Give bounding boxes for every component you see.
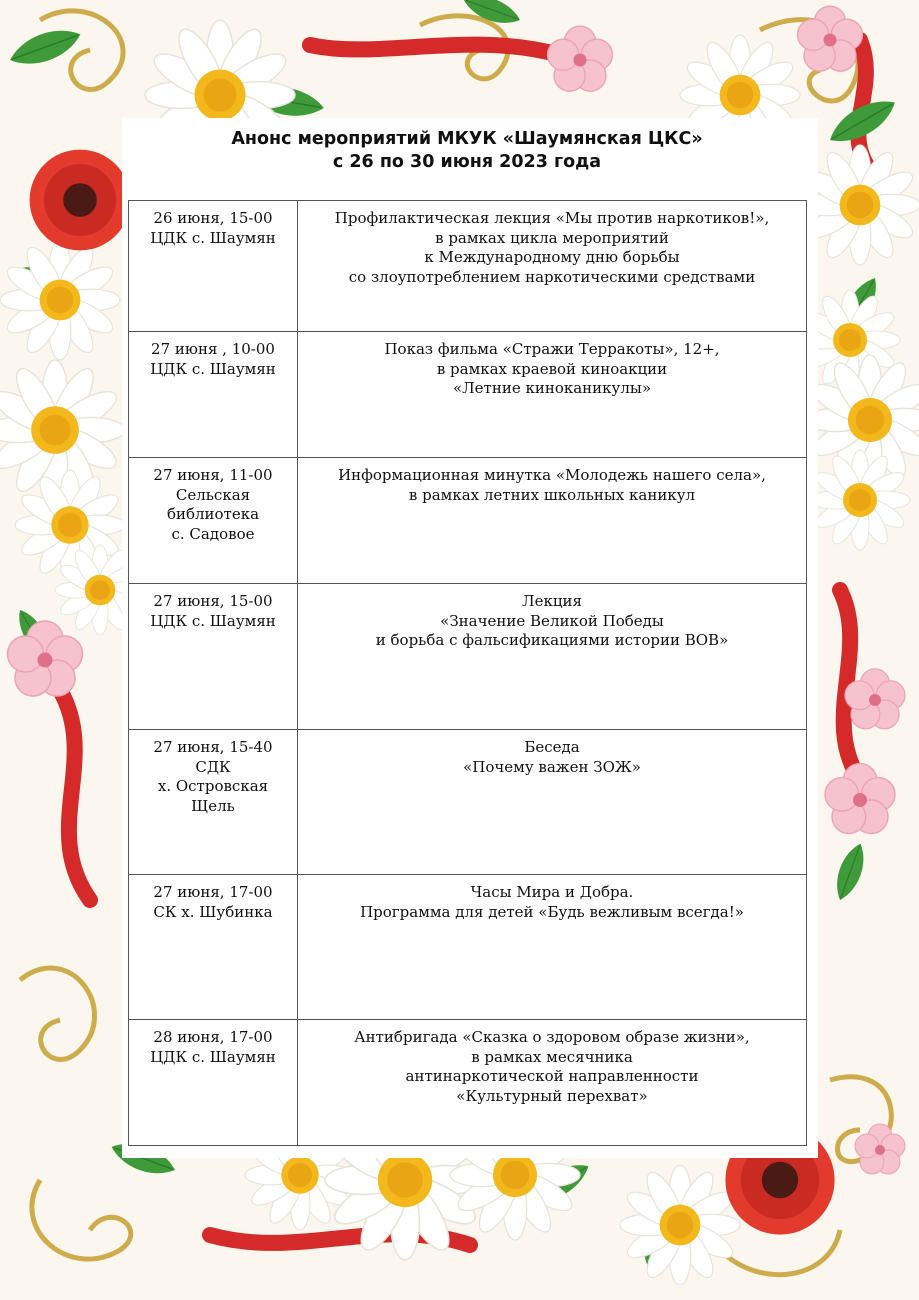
description-line: Показ фильма «Стражи Терракоты», 12+, [384,340,720,358]
place-line: Щель [191,796,235,815]
place-line: с. Садовое [171,524,255,543]
description-line: в рамках месячника [471,1047,633,1066]
date-line: 27 июня, 11-00 [153,466,273,484]
place-line: ЦДК с. Шаумян [150,228,276,247]
description-line: Информационная минутка «Молодежь нашего села», [338,466,766,484]
date-line: 27 июня, 15-40 [153,738,273,756]
description-line: к Международному дню борьбы [424,248,680,266]
description-line: Беседа [524,738,580,756]
event-description [298,1020,807,1146]
event-description [298,875,807,1020]
event-description [298,458,807,584]
event-description [298,332,807,458]
events-table [128,200,807,1146]
date-line: 27 июня, 17-00 [153,883,273,901]
date-line: 27 июня, 15-00 [153,592,273,610]
date-line: 28 июня, 17-00 [153,1028,273,1046]
description-line: «Значение Великой Победы [440,611,664,630]
description-line: Часы Мира и Добра. [470,883,634,901]
description-line: Профилактическая лекция «Мы против наркотиков!», [334,209,770,227]
description-line: «Почему важен ЗОЖ» [463,757,641,776]
description-line: со злоупотреблением наркотическими средствами [348,267,756,286]
event-description [298,201,807,332]
place-line: ЦДК с. Шаумян [150,611,276,630]
place-line: ЦДК с. Шаумян [150,359,276,378]
table-row [129,458,807,584]
place-line: Сельская [175,485,251,504]
table-row [129,201,807,332]
announcement-title [128,128,806,188]
place-line: СДК [195,757,231,776]
description-line: антинаркотической направленности [405,1067,699,1085]
table-row [129,875,807,1020]
description-line: в рамках цикла мероприятий [435,228,669,247]
event-date-place [129,332,298,458]
event-description [298,584,807,730]
event-description [298,730,807,875]
table-row [129,1020,807,1146]
date-line: 26 июня, 15-00 [153,209,273,227]
table-row [129,584,807,730]
event-date-place [129,875,298,1020]
place-line: СК х. Шубинка [153,902,273,921]
event-date-place [129,458,298,584]
event-date-place [129,584,298,730]
event-date-place [129,1020,298,1146]
description-line: «Летние киноканикулы» [452,379,652,397]
table-row [129,730,807,875]
description-line: в рамках краевой киноакции [436,359,668,378]
title-line-2: с 26 по 30 июня 2023 года [332,152,602,172]
table-row [129,332,807,458]
place-line: ЦДК с. Шаумян [150,1047,276,1066]
description-line: Антибригада «Сказка о здоровом образе жизни», [354,1028,750,1046]
description-line: и борьба с фальсификациями истории ВОВ» [375,631,729,649]
description-line: «Культурный перехват» [456,1086,648,1105]
date-line: 27 июня , 10-00 [151,340,275,358]
place-line: х. Островская [157,777,269,795]
place-line: библиотека [166,505,260,523]
description-line: Лекция [522,592,582,610]
description-line: Программа для детей «Будь вежливым всегда!» [360,902,744,921]
title-line-1: Анонс мероприятий МКУК «Шаумянская ЦКС» [231,129,703,149]
event-date-place [129,201,298,332]
event-date-place [129,730,298,875]
description-line: в рамках летних школьных каникул [408,485,696,504]
